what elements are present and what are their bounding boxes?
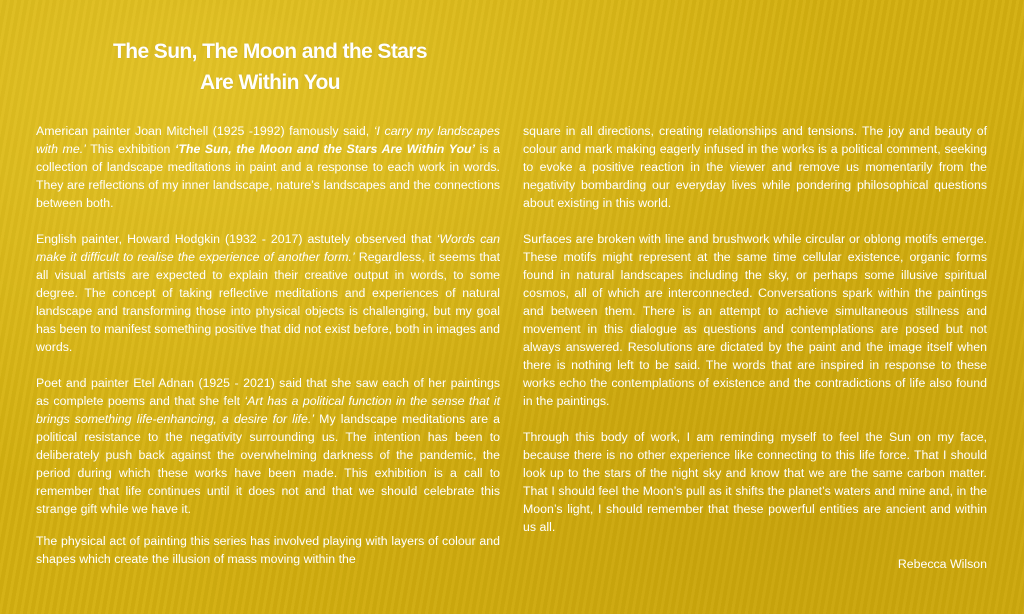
paragraph-painting-act: The physical act of painting this series has involved playing with layers of colour and shapes which create the illusion of mass moving within the <box>36 534 500 566</box>
paragraph-text: Regardless, it seems that all visual artists are expected to explain their creative output in words, to some degree. The concept of taking reflective meditations and experiences of natural landscape and transforming those into physical objects is challenging, but my goal has been to manifest something positive that did not exist before, both in images and words. <box>36 250 500 354</box>
mitchell-quote: ‘I carry my landscapes with me.’ <box>36 124 500 156</box>
title-line-2: Are Within You <box>200 71 340 94</box>
paragraph-joy-of-colour: square in all directions, creating relationships and tensions. The joy and beauty of colour and mark making eagerly infused in the works is a political comment, seeking to evoke a positive reaction in the viewer and remove us momentarily from the negativity bombarding our everyday lives while pondering philosophical questions about existing in this world. <box>523 124 987 210</box>
page-title <box>92 36 448 98</box>
right-column <box>523 122 987 536</box>
hodgkin-quote: ‘Words can make it difficult to realise the experience of another form.’ <box>36 232 500 264</box>
paragraph-surfaces: Surfaces are broken with line and brushwork while circular or oblong motifs emerge. These motifs might represent at the same time cellular existence, organic forms found in natural landscapes including the sky, or perhaps some illusive spiritual cosmos, all of which are interconnected. Conversations spark within the paintings and between them. There is an attempt to achieve simultaneous stillness and movement in this dialogue as questions and contemplations are posed but not always answered. Resolutions are dictated by the paint and the image itself when there is nothing left to be said. The words that are inspired in response to these works echo the contemplations of existence and the contradictions of life also found in the paintings. <box>523 232 987 408</box>
paragraph-text: My landscape meditations are a political resistance to the negativity surrounding us. The intention has been to deliberately push back against the overwhelming darkness of the pandemic, the period during which these works have been made. This exhibition is a call to remember that life continues until it does not and that we should celebrate this strange gift while we have it. <box>36 412 500 516</box>
paragraph-text: Poet and painter Etel Adnan (1925 - 2021) said that she saw each of her paintings as complete poems and that she felt <box>36 376 500 408</box>
paragraph-adnan <box>36 374 500 518</box>
paragraph-text: American painter Joan Mitchell (1925 -1992) famously said, <box>36 124 374 138</box>
paragraph-text: This exhibition <box>85 142 175 156</box>
left-column <box>36 122 500 568</box>
paragraph-mitchell <box>36 122 500 212</box>
paragraph-text: English painter, Howard Hodgkin (1932 - 2017) astutely observed that <box>36 232 437 246</box>
exhibition-title-quote: ‘The Sun, the Moon and the Stars Are Within You’ <box>174 142 476 156</box>
title-line-1: The Sun, The Moon and the Stars <box>113 40 427 63</box>
author-signature: Rebecca Wilson <box>897 557 987 571</box>
adnan-quote: ‘Art has a political function in the sense that it brings something life-enhancing, a desire for life.’ <box>36 394 500 426</box>
paragraph-text: is a collection of landscape meditations in paint and a response to each work in words. They are reflections of my inner landscape, nature’s landscapes and the connections between both. <box>36 142 500 210</box>
paragraph-sun-on-face: Through this body of work, I am reminding myself to feel the Sun on my face, because there is no other experience like connecting to this life force. That I should look up to the stars of the night sky and know that we are the same carbon matter. That I should feel the Moon’s pull as it shifts the planet’s waters and mine and, in the Moon’s light, I should remember that these powerful entities are ancient and within us all. <box>523 430 987 534</box>
paragraph-hodgkin <box>36 230 500 356</box>
